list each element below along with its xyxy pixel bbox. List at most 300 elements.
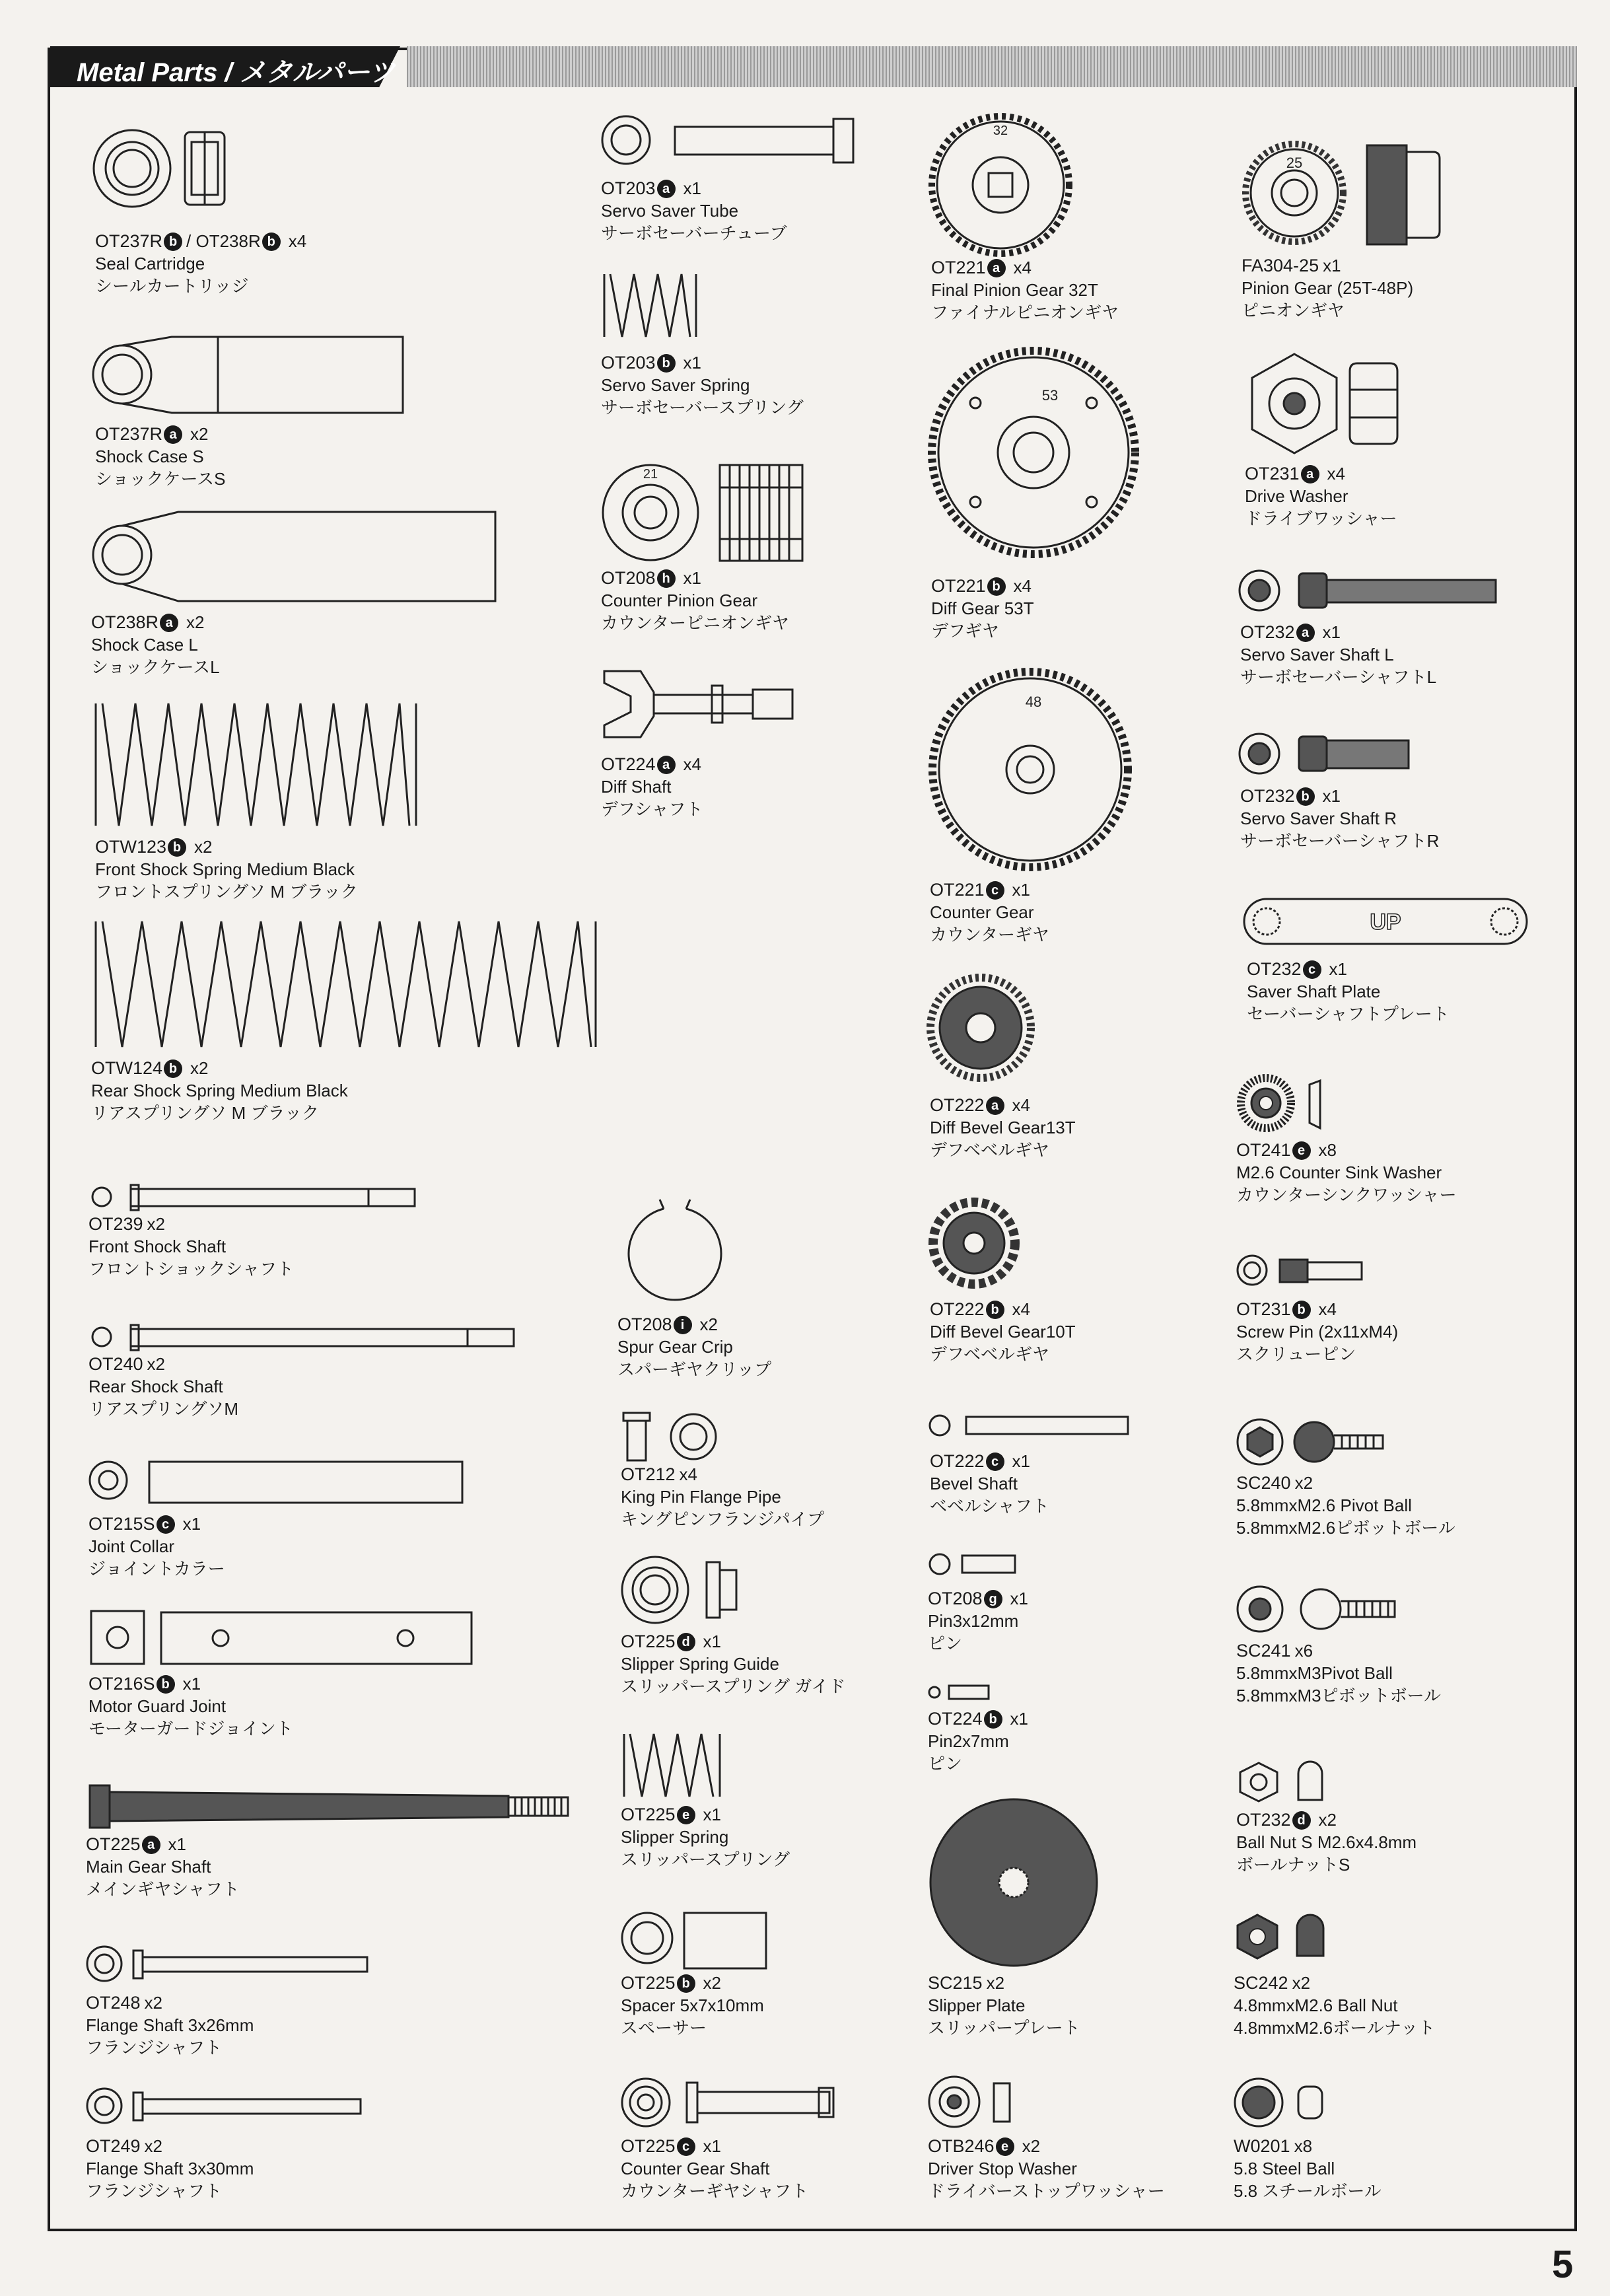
part-qty: x2 xyxy=(194,837,213,857)
ball-nut-s-drawing xyxy=(1236,1760,1335,1807)
part-name-jp: カウンターギヤシャフト xyxy=(621,2181,809,2201)
part-name-jp: メインギヤシャフト xyxy=(86,1879,240,1899)
part-name-en: Servo Saver Tube xyxy=(601,201,739,221)
slipper-spring-guide-drawing xyxy=(621,1556,753,1628)
part-badge: d xyxy=(1292,1811,1311,1830)
part-name-en: Shock Case L xyxy=(91,635,198,655)
part-code: OT225 xyxy=(86,1834,141,1854)
part-name-jp: スペーサー xyxy=(621,2018,707,2038)
part-illustration-front-shock-spring xyxy=(92,697,423,829)
part-label-driver-stop-washer xyxy=(928,2135,1165,2202)
part-badge: a xyxy=(986,1096,1004,1115)
part-name-en: Flange Shaft 3x26mm xyxy=(86,2015,254,2035)
part-name-jp: 5.8mmxM2.6ピボットボール xyxy=(1236,1518,1455,1538)
part-code: OT222 xyxy=(930,1299,985,1319)
part-qty: x2 xyxy=(147,1354,166,1374)
pinion-gear-drawing xyxy=(1242,139,1453,251)
part-name-jp: ショックケースL xyxy=(91,657,220,677)
part-qty: x2 xyxy=(1318,1810,1337,1830)
part-name-en: Slipper Plate xyxy=(928,1995,1026,2015)
part-qty: x1 xyxy=(703,1632,722,1651)
part-label-counter-sink-washer xyxy=(1236,1139,1456,1206)
part-name-en: Screw Pin (2x11xM4) xyxy=(1236,1322,1399,1342)
part-badge: b xyxy=(986,1301,1004,1319)
part-label-counter-gear xyxy=(930,879,1049,946)
part-name-en: Servo Saver Shaft R xyxy=(1240,808,1397,828)
gear-teeth-label: 53 xyxy=(1041,387,1059,404)
part-illustration-screw-pin xyxy=(1236,1252,1368,1291)
part-illustration-servo-saver-shaft-l xyxy=(1238,567,1502,620)
counter-sink-washer-drawing xyxy=(1238,1075,1331,1135)
part-name-en: 4.8mmxM2.6 Ball Nut xyxy=(1234,1995,1398,2015)
part-illustration-seal-cartridge xyxy=(92,129,238,215)
part-code: OT208 xyxy=(601,568,656,588)
part-label-front-shock-shaft xyxy=(88,1213,294,1280)
part-illustration-servo-saver-tube xyxy=(601,112,865,172)
part-illustration-drive-washer xyxy=(1242,350,1400,462)
part-qty: x8 xyxy=(1318,1140,1337,1160)
part-illustration-joint-collar xyxy=(88,1456,472,1509)
part-label-pin-3x12 xyxy=(928,1587,1028,1655)
part-name-jp: ボールナットS xyxy=(1236,1855,1350,1875)
part-badge: a xyxy=(1296,624,1315,642)
part-qty: x2 xyxy=(986,1973,1005,1993)
part-label-slipper-plate xyxy=(928,1972,1080,2039)
part-label-shock-case-l xyxy=(91,611,220,678)
part-badge: a xyxy=(657,180,676,198)
seal-cartridge-drawing xyxy=(92,129,238,215)
part-label-front-shock-spring xyxy=(95,836,358,903)
part-name-jp: ジョイントカラー xyxy=(88,1559,225,1579)
part-label-flange-shaft-26 xyxy=(86,1991,254,2059)
part-badge: c xyxy=(1303,960,1321,979)
part-badge: a xyxy=(657,756,676,774)
part-illustration-diff-gear xyxy=(928,343,1139,568)
part-name-en: Drive Washer xyxy=(1245,486,1348,506)
part-illustration-diff-shaft xyxy=(601,666,806,745)
part-code: OT240 xyxy=(88,1354,143,1374)
part-name-jp: ピニオンギヤ xyxy=(1242,301,1345,320)
part-name-en: Rear Shock Shaft xyxy=(88,1377,223,1396)
part-label-ball-nut xyxy=(1234,1972,1435,2039)
part-label-ball-nut-s xyxy=(1236,1809,1417,1876)
part-code: OT225 xyxy=(621,1805,676,1824)
part-name-jp: サーボセーバーシャフトR xyxy=(1240,831,1440,851)
part-name-en: Slipper Spring Guide xyxy=(621,1654,779,1674)
page-number: 5 xyxy=(1552,2243,1574,2286)
gear-teeth-label: 48 xyxy=(1025,694,1042,710)
part-label-diff-bevel-gear-13t xyxy=(930,1094,1076,1161)
gear-teeth-label: 21 xyxy=(643,467,658,482)
part-qty: x1 xyxy=(182,1674,201,1694)
part-badge: e xyxy=(1292,1141,1311,1160)
part-badge: b xyxy=(987,577,1006,596)
part-name-jp: フロントスプリングソ M ブラック xyxy=(95,882,358,902)
part-illustration-counter-sink-washer xyxy=(1238,1075,1331,1135)
part-code: OT231 xyxy=(1245,464,1300,484)
part-badge: b xyxy=(168,838,186,857)
part-code: OT232 xyxy=(1240,622,1295,642)
part-illustration-rear-shock-shaft xyxy=(91,1322,520,1355)
part-name-jp: デフシャフト xyxy=(601,799,703,819)
part-name-en: Seal Cartridge xyxy=(95,254,205,273)
servo-saver-shaft-r-drawing xyxy=(1238,730,1417,783)
part-code: OT232 xyxy=(1240,786,1295,806)
part-code: SC241 xyxy=(1236,1641,1291,1661)
part-code: OT239 xyxy=(88,1214,143,1234)
part-illustration-ball-nut-s xyxy=(1236,1760,1335,1807)
section-header xyxy=(50,46,1577,87)
part-name-en: M2.6 Counter Sink Washer xyxy=(1236,1163,1442,1182)
part-qty: x2 xyxy=(1022,2136,1041,2156)
part-code: OT221 xyxy=(930,880,985,900)
part-label-spur-gear-clip xyxy=(617,1313,771,1381)
part-name-jp: ショックケースS xyxy=(95,469,226,489)
part-badge: a xyxy=(160,614,178,632)
part-code: OTW124 xyxy=(91,1058,163,1078)
part-name-en: Diff Bevel Gear13T xyxy=(930,1118,1076,1137)
part-label-pivot-ball-m3 xyxy=(1236,1639,1441,1707)
part-illustration-steel-ball xyxy=(1234,2077,1333,2130)
part-qty: x2 xyxy=(703,1973,722,1993)
part-illustration-flange-shaft-30 xyxy=(86,2087,370,2127)
part-code: OT224 xyxy=(928,1709,983,1729)
part-illustration-saver-shaft-plate xyxy=(1240,895,1531,948)
joint-collar-drawing xyxy=(88,1456,472,1509)
part-name-jp: 5.8 スチールボール xyxy=(1234,2181,1382,2201)
part-label-slipper-spring xyxy=(621,1803,790,1871)
part-label-drive-washer xyxy=(1245,462,1397,530)
part-code: FA304-25 xyxy=(1242,256,1319,275)
part-name-jp: スリッパープレート xyxy=(928,2018,1080,2038)
part-label-shock-case-s xyxy=(95,423,226,490)
part-name-jp: ピン xyxy=(928,1633,963,1653)
part-code: OT224 xyxy=(601,754,656,774)
part-badge: b xyxy=(1292,1301,1311,1319)
part-name-jp: カウンターシンクワッシャー xyxy=(1236,1185,1457,1205)
part-code: OT208 xyxy=(928,1589,983,1608)
part-illustration-driver-stop-washer xyxy=(928,2074,1020,2134)
header-stripe xyxy=(407,46,1577,87)
part-name-en: Motor Guard Joint xyxy=(88,1696,227,1716)
part-qty: x1 xyxy=(683,568,702,588)
part-name-en: Counter Gear xyxy=(930,902,1034,922)
driver-stop-washer-drawing xyxy=(928,2074,1020,2134)
part-code: OT232 xyxy=(1247,959,1302,979)
spacer-drawing xyxy=(621,1909,773,1975)
part-label-pivot-ball-m26 xyxy=(1236,1472,1455,1539)
part-badge: b xyxy=(164,1059,182,1078)
part-illustration-slipper-spring-guide xyxy=(621,1556,753,1628)
part-code: OT237R xyxy=(95,424,163,444)
part-qty: x4 xyxy=(1318,1299,1337,1319)
part-illustration-rear-shock-spring xyxy=(92,915,601,1054)
part-label-servo-saver-shaft-l xyxy=(1240,621,1436,688)
part-code: OT225 xyxy=(621,2136,676,2156)
part-name-jp: ベベルシャフト xyxy=(930,1496,1049,1516)
part-label-main-gear-shaft xyxy=(86,1833,240,1900)
part-label-joint-collar xyxy=(88,1513,225,1580)
part-badge: c xyxy=(986,881,1004,900)
part-code: OT249 xyxy=(86,2136,141,2156)
part-qty: x4 xyxy=(288,231,307,251)
part-label-diff-shaft xyxy=(601,753,703,820)
pin-3x12-drawing xyxy=(928,1552,1020,1579)
part-label-steel-ball xyxy=(1234,2135,1382,2202)
part-label-final-pinion-gear xyxy=(931,256,1119,324)
part-illustration-pivot-ball-m26 xyxy=(1236,1417,1388,1470)
part-illustration-shock-case-l xyxy=(92,509,502,608)
part-badge: a xyxy=(142,1836,160,1854)
part-illustration-pivot-ball-m3 xyxy=(1236,1584,1401,1637)
part-qty: x1 xyxy=(1322,786,1341,806)
part-name-en: Rear Shock Spring Medium Black xyxy=(91,1081,348,1100)
part-code: SC215 xyxy=(928,1973,983,1993)
part-label-diff-bevel-gear-10t xyxy=(930,1298,1076,1365)
part-name-jp: カウンターピニオンギヤ xyxy=(601,613,789,633)
rear-shock-shaft-drawing xyxy=(91,1322,520,1355)
part-badge: b xyxy=(157,1675,175,1694)
part-name-jp: デフベベルギヤ xyxy=(930,1344,1049,1364)
part-code: OT248 xyxy=(86,1993,141,2013)
part-illustration-pin-2x7 xyxy=(928,1683,1000,1703)
part-badge: g xyxy=(984,1590,1002,1608)
part-qty: x2 xyxy=(1294,1473,1313,1493)
part-name-en: Diff Bevel Gear10T xyxy=(930,1322,1076,1342)
part-name-jp: ピン xyxy=(928,1754,963,1774)
part-code: OT221 xyxy=(931,576,986,596)
part-illustration-diff-bevel-gear-10t xyxy=(928,1196,1020,1295)
part-name-jp: フランジシャフト xyxy=(86,2038,223,2058)
part-illustration-pin-3x12 xyxy=(928,1552,1020,1579)
diff-gear-drawing xyxy=(928,343,1139,568)
steel-ball-drawing xyxy=(1234,2077,1333,2130)
part-badge: a xyxy=(987,259,1006,277)
part-qty: x1 xyxy=(1012,880,1031,900)
part-code: OT221 xyxy=(931,258,986,277)
part-badge: b xyxy=(677,1974,695,1993)
part-badge: h xyxy=(657,569,676,588)
part-qty: x4 xyxy=(1013,258,1032,277)
servo-saver-spring-drawing xyxy=(601,271,700,343)
part-name-en: Flange Shaft 3x30mm xyxy=(86,2159,254,2178)
part-illustration-shock-case-s xyxy=(92,334,409,419)
part-code: OT216S xyxy=(88,1674,155,1694)
part-illustration-counter-gear xyxy=(928,667,1133,879)
part-name-jp: デフベベルギヤ xyxy=(930,1140,1049,1160)
part-label-king-pin-flange-pipe xyxy=(621,1463,824,1530)
part-qty: x2 xyxy=(147,1214,166,1234)
part-label-pinion-gear xyxy=(1242,254,1413,322)
spur-gear-clip-drawing xyxy=(624,1197,723,1309)
part-label-rear-shock-shaft xyxy=(88,1353,238,1420)
part-badge: e xyxy=(996,2137,1014,2156)
part-illustration-bevel-shaft xyxy=(928,1414,1133,1440)
part-name-jp: ドライブワッシャー xyxy=(1245,509,1397,528)
part-qty: x1 xyxy=(1329,959,1348,979)
part-badge: b xyxy=(657,354,676,373)
up-marking: UP xyxy=(1370,910,1401,935)
part-name-en: Pin2x7mm xyxy=(928,1731,1009,1751)
part-name-en: Counter Gear Shaft xyxy=(621,2159,770,2178)
part-name-en: Front Shock Shaft xyxy=(88,1237,227,1256)
part-code: OT232 xyxy=(1236,1810,1291,1830)
part-qty: x4 xyxy=(679,1464,698,1484)
front-shock-spring-drawing xyxy=(92,697,423,829)
diff-bevel-gear-10t-drawing xyxy=(928,1196,1020,1295)
flange-shaft-30-drawing xyxy=(86,2087,370,2127)
part-label-servo-saver-shaft-r xyxy=(1240,785,1439,852)
part-qty: x1 xyxy=(168,1834,187,1854)
part-label-diff-gear xyxy=(931,575,1034,642)
part-name-jp: デフギヤ xyxy=(931,621,999,641)
part-badge: b xyxy=(164,233,182,251)
part-name-jp: 4.8mmxM2.6ボールナット xyxy=(1234,2018,1436,2038)
part-name-en: 5.8mmxM3Pivot Ball xyxy=(1236,1663,1393,1683)
part-name-en: Saver Shaft Plate xyxy=(1247,982,1381,1001)
part-qty: x2 xyxy=(699,1314,718,1334)
part-code: OT222 xyxy=(930,1451,985,1471)
part-label-seal-cartridge xyxy=(95,230,306,297)
part-badge: c xyxy=(677,2137,695,2156)
part-label-motor-guard-joint xyxy=(88,1672,293,1740)
part-qty: x2 xyxy=(1292,1973,1311,1993)
part-code: OT203 xyxy=(601,178,656,198)
part-badge-2: b xyxy=(262,233,281,251)
servo-saver-tube-drawing xyxy=(601,112,865,172)
part-label-spacer xyxy=(621,1972,764,2039)
part-badge: c xyxy=(157,1515,175,1534)
section-title: Metal Parts / メタルパーツ xyxy=(77,58,396,87)
counter-gear-shaft-drawing xyxy=(621,2077,845,2130)
part-illustration-pinion-gear xyxy=(1242,139,1453,251)
motor-guard-joint-drawing xyxy=(88,1608,478,1668)
part-name-en: Shock Case S xyxy=(95,447,204,466)
part-illustration-main-gear-shaft xyxy=(86,1774,575,1840)
part-illustration-slipper-plate xyxy=(928,1797,1100,1968)
part-code: OT225 xyxy=(621,1632,676,1651)
part-label-bevel-shaft xyxy=(930,1450,1049,1517)
part-name-en: King Pin Flange Pipe xyxy=(621,1487,781,1507)
part-name-en: Pin3x12mm xyxy=(928,1611,1019,1631)
part-name-jp: フロントショックシャフト xyxy=(88,1259,294,1279)
part-code: OT212 xyxy=(621,1464,676,1484)
part-name-en: Pinion Gear (25T-48P) xyxy=(1242,278,1414,298)
part-illustration-counter-pinion-gear xyxy=(601,461,812,567)
main-gear-shaft-drawing xyxy=(86,1774,575,1840)
part-name-en: Main Gear Shaft xyxy=(86,1857,211,1877)
shock-case-l-drawing xyxy=(92,509,502,608)
part-badge: b xyxy=(1296,787,1315,806)
part-qty: x2 xyxy=(190,1058,209,1078)
part-name-en: Joint Collar xyxy=(88,1536,175,1556)
part-label-counter-gear-shaft xyxy=(621,2135,808,2202)
diff-shaft-drawing xyxy=(601,666,806,745)
part-code: OT222 xyxy=(930,1095,985,1115)
part-label-flange-shaft-30 xyxy=(86,2135,254,2202)
part-code: OTB246 xyxy=(928,2136,995,2156)
part-qty: x1 xyxy=(683,353,702,373)
part-name-en: Servo Saver Shaft L xyxy=(1240,645,1394,664)
part-code-2: / OT238R xyxy=(186,231,261,251)
saver-shaft-plate-drawing xyxy=(1240,895,1531,948)
part-code: OT237R xyxy=(95,231,163,251)
part-name-jp: スリッパースプリング xyxy=(621,1849,790,1869)
part-badge: e xyxy=(677,1806,695,1824)
part-qty: x2 xyxy=(144,2136,163,2156)
part-name-jp: リアスプリングソ M ブラック xyxy=(91,1103,319,1123)
part-qty: x2 xyxy=(144,1993,163,2013)
final-pinion-gear-drawing xyxy=(928,112,1073,258)
part-name-jp: セーバーシャフトプレート xyxy=(1247,1004,1450,1024)
part-label-screw-pin xyxy=(1236,1298,1398,1365)
part-badge: b xyxy=(984,1710,1002,1729)
part-name-en: Spacer 5x7x10mm xyxy=(621,1995,764,2015)
servo-saver-shaft-l-drawing xyxy=(1238,567,1502,620)
part-illustration-flange-shaft-26 xyxy=(86,1945,376,1985)
part-qty: x4 xyxy=(1012,1095,1031,1115)
part-name-en: Slipper Spring xyxy=(621,1827,729,1847)
part-badge: i xyxy=(674,1316,692,1334)
king-pin-flange-pipe-drawing xyxy=(621,1410,720,1470)
pin-2x7-drawing xyxy=(928,1683,1000,1703)
part-code: OT231 xyxy=(1236,1299,1291,1319)
part-qty: x1 xyxy=(1012,1451,1031,1471)
part-name-jp: サーボセーバースプリング xyxy=(601,398,804,417)
part-qty: x1 xyxy=(1323,256,1341,275)
ball-nut-drawing xyxy=(1234,1912,1333,1965)
part-illustration-servo-saver-shaft-r xyxy=(1238,730,1417,783)
part-name-jp: キングピンフランジパイプ xyxy=(621,1509,824,1529)
part-name-en: 5.8mmxM2.6 Pivot Ball xyxy=(1236,1495,1412,1515)
part-illustration-motor-guard-joint xyxy=(88,1608,478,1668)
part-name-en: Driver Stop Washer xyxy=(928,2159,1077,2178)
part-qty: x2 xyxy=(190,424,209,444)
part-code: OT241 xyxy=(1236,1140,1291,1160)
part-name-jp: サーボセーバーチューブ xyxy=(601,223,787,243)
part-name-jp: カウンターギヤ xyxy=(930,925,1049,945)
part-code: OT203 xyxy=(601,353,656,373)
part-name-en: Diff Gear 53T xyxy=(931,598,1034,618)
part-label-rear-shock-spring xyxy=(91,1057,348,1124)
part-qty: x1 xyxy=(1010,1589,1029,1608)
counter-pinion-gear-drawing xyxy=(601,461,812,567)
part-illustration-slipper-spring xyxy=(621,1731,726,1803)
part-qty: x4 xyxy=(1012,1299,1031,1319)
bevel-shaft-drawing xyxy=(928,1414,1133,1440)
pivot-ball-m26-drawing xyxy=(1236,1417,1388,1470)
part-name-jp: フランジシャフト xyxy=(86,2181,223,2201)
part-badge: c xyxy=(986,1453,1004,1471)
part-name-jp: モーターガードジョイント xyxy=(88,1719,293,1739)
part-label-saver-shaft-plate xyxy=(1247,958,1450,1025)
slipper-spring-drawing xyxy=(621,1731,726,1803)
part-label-counter-pinion-gear xyxy=(601,567,789,634)
part-code: SC242 xyxy=(1234,1973,1288,1993)
part-illustration-counter-gear-shaft xyxy=(621,2077,845,2130)
part-code: OT238R xyxy=(91,612,159,632)
part-name-jp: サーボセーバーシャフトL xyxy=(1240,667,1437,687)
part-qty: x2 xyxy=(186,612,205,632)
part-name-jp: ドライバーストップワッシャー xyxy=(928,2181,1165,2201)
part-badge: d xyxy=(677,1633,695,1651)
part-name-jp: シールカートリッジ xyxy=(95,276,249,296)
part-badge: a xyxy=(164,425,182,444)
part-code: W0201 xyxy=(1234,2136,1290,2156)
part-qty: x4 xyxy=(683,754,702,774)
part-name-en: Final Pinion Gear 32T xyxy=(931,280,1098,300)
part-label-servo-saver-tube xyxy=(601,177,787,244)
